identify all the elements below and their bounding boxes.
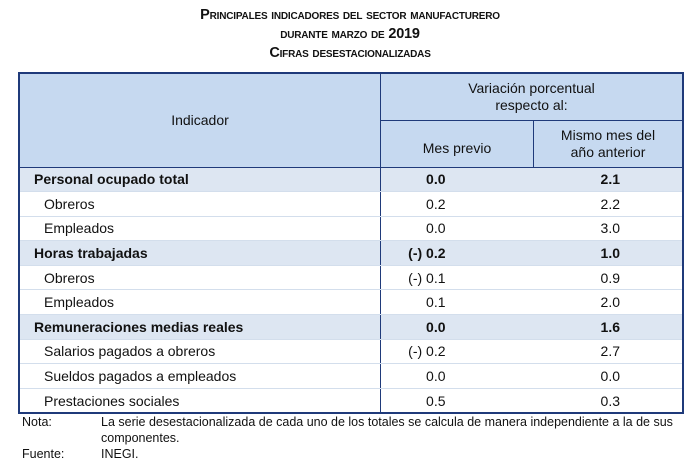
indicator-label: Horas trabajadas bbox=[19, 241, 381, 266]
table-row bbox=[19, 216, 683, 241]
anual-value: 2.7 bbox=[534, 339, 684, 364]
notes bbox=[22, 414, 676, 462]
anual-value: 2.1 bbox=[534, 167, 684, 192]
mes-previo-value: 0.0 bbox=[381, 216, 534, 241]
indicator-label: Personal ocupado total bbox=[19, 167, 381, 192]
anual-value: 0.9 bbox=[534, 265, 684, 290]
indicator-label: Obreros bbox=[19, 192, 381, 217]
table-row bbox=[19, 388, 683, 413]
table-row bbox=[19, 315, 683, 340]
fuente-text: INEGI. bbox=[101, 447, 139, 461]
table-row bbox=[19, 364, 683, 389]
anual-value: 1.0 bbox=[534, 241, 684, 266]
title-line: Principales indicadores del sector manufacturero bbox=[200, 7, 500, 23]
nota-text: La serie desestacionalizada de cada uno de los totales se calcula de manera independiente a la de sus componentes. bbox=[101, 415, 673, 445]
fuente-label: Fuente: bbox=[22, 447, 65, 461]
header-mismo-mes: Mismo mes del año anterior bbox=[534, 120, 684, 167]
mes-previo-value: (-) 0.2 bbox=[381, 241, 534, 266]
table-row bbox=[19, 265, 683, 290]
anual-value: 2.0 bbox=[534, 290, 684, 315]
header-indicador: Indicador bbox=[19, 73, 381, 167]
anual-value: 0.3 bbox=[534, 388, 684, 413]
table-row bbox=[19, 290, 683, 315]
mes-previo-value: 0.1 bbox=[381, 290, 534, 315]
mes-previo-value: 0.0 bbox=[381, 364, 534, 389]
indicator-label: Sueldos pagados a empleados bbox=[19, 364, 381, 389]
title-line: durante marzo de 2019 bbox=[280, 26, 420, 42]
indicator-label: Empleados bbox=[19, 216, 381, 241]
mes-previo-value: 0.0 bbox=[381, 167, 534, 192]
indicator-label: Prestaciones sociales bbox=[19, 388, 381, 413]
nota-label: Nota: bbox=[22, 415, 52, 429]
header-variacion: Variación porcentual respecto al: bbox=[381, 73, 684, 120]
mes-previo-value: (-) 0.1 bbox=[381, 265, 534, 290]
table-row bbox=[19, 167, 683, 192]
title-line: Cifras desestacionalizadas bbox=[269, 45, 431, 61]
indicator-label: Remuneraciones medias reales bbox=[19, 315, 381, 340]
anual-value: 0.0 bbox=[534, 364, 684, 389]
table-row bbox=[19, 241, 683, 266]
mes-previo-value: 0.2 bbox=[381, 192, 534, 217]
mes-previo-value: 0.0 bbox=[381, 315, 534, 340]
anual-value: 3.0 bbox=[534, 216, 684, 241]
table-row bbox=[19, 339, 683, 364]
table-title bbox=[0, 6, 700, 63]
anual-value: 2.2 bbox=[534, 192, 684, 217]
indicator-label: Obreros bbox=[19, 265, 381, 290]
mes-previo-value: (-) 0.2 bbox=[381, 339, 534, 364]
table-row bbox=[19, 192, 683, 217]
header-mes-previo: Mes previo bbox=[381, 120, 534, 167]
indicators-table bbox=[18, 72, 684, 414]
mes-previo-value: 0.5 bbox=[381, 388, 534, 413]
anual-value: 1.6 bbox=[534, 315, 684, 340]
indicator-label: Empleados bbox=[19, 290, 381, 315]
indicator-label: Salarios pagados a obreros bbox=[19, 339, 381, 364]
